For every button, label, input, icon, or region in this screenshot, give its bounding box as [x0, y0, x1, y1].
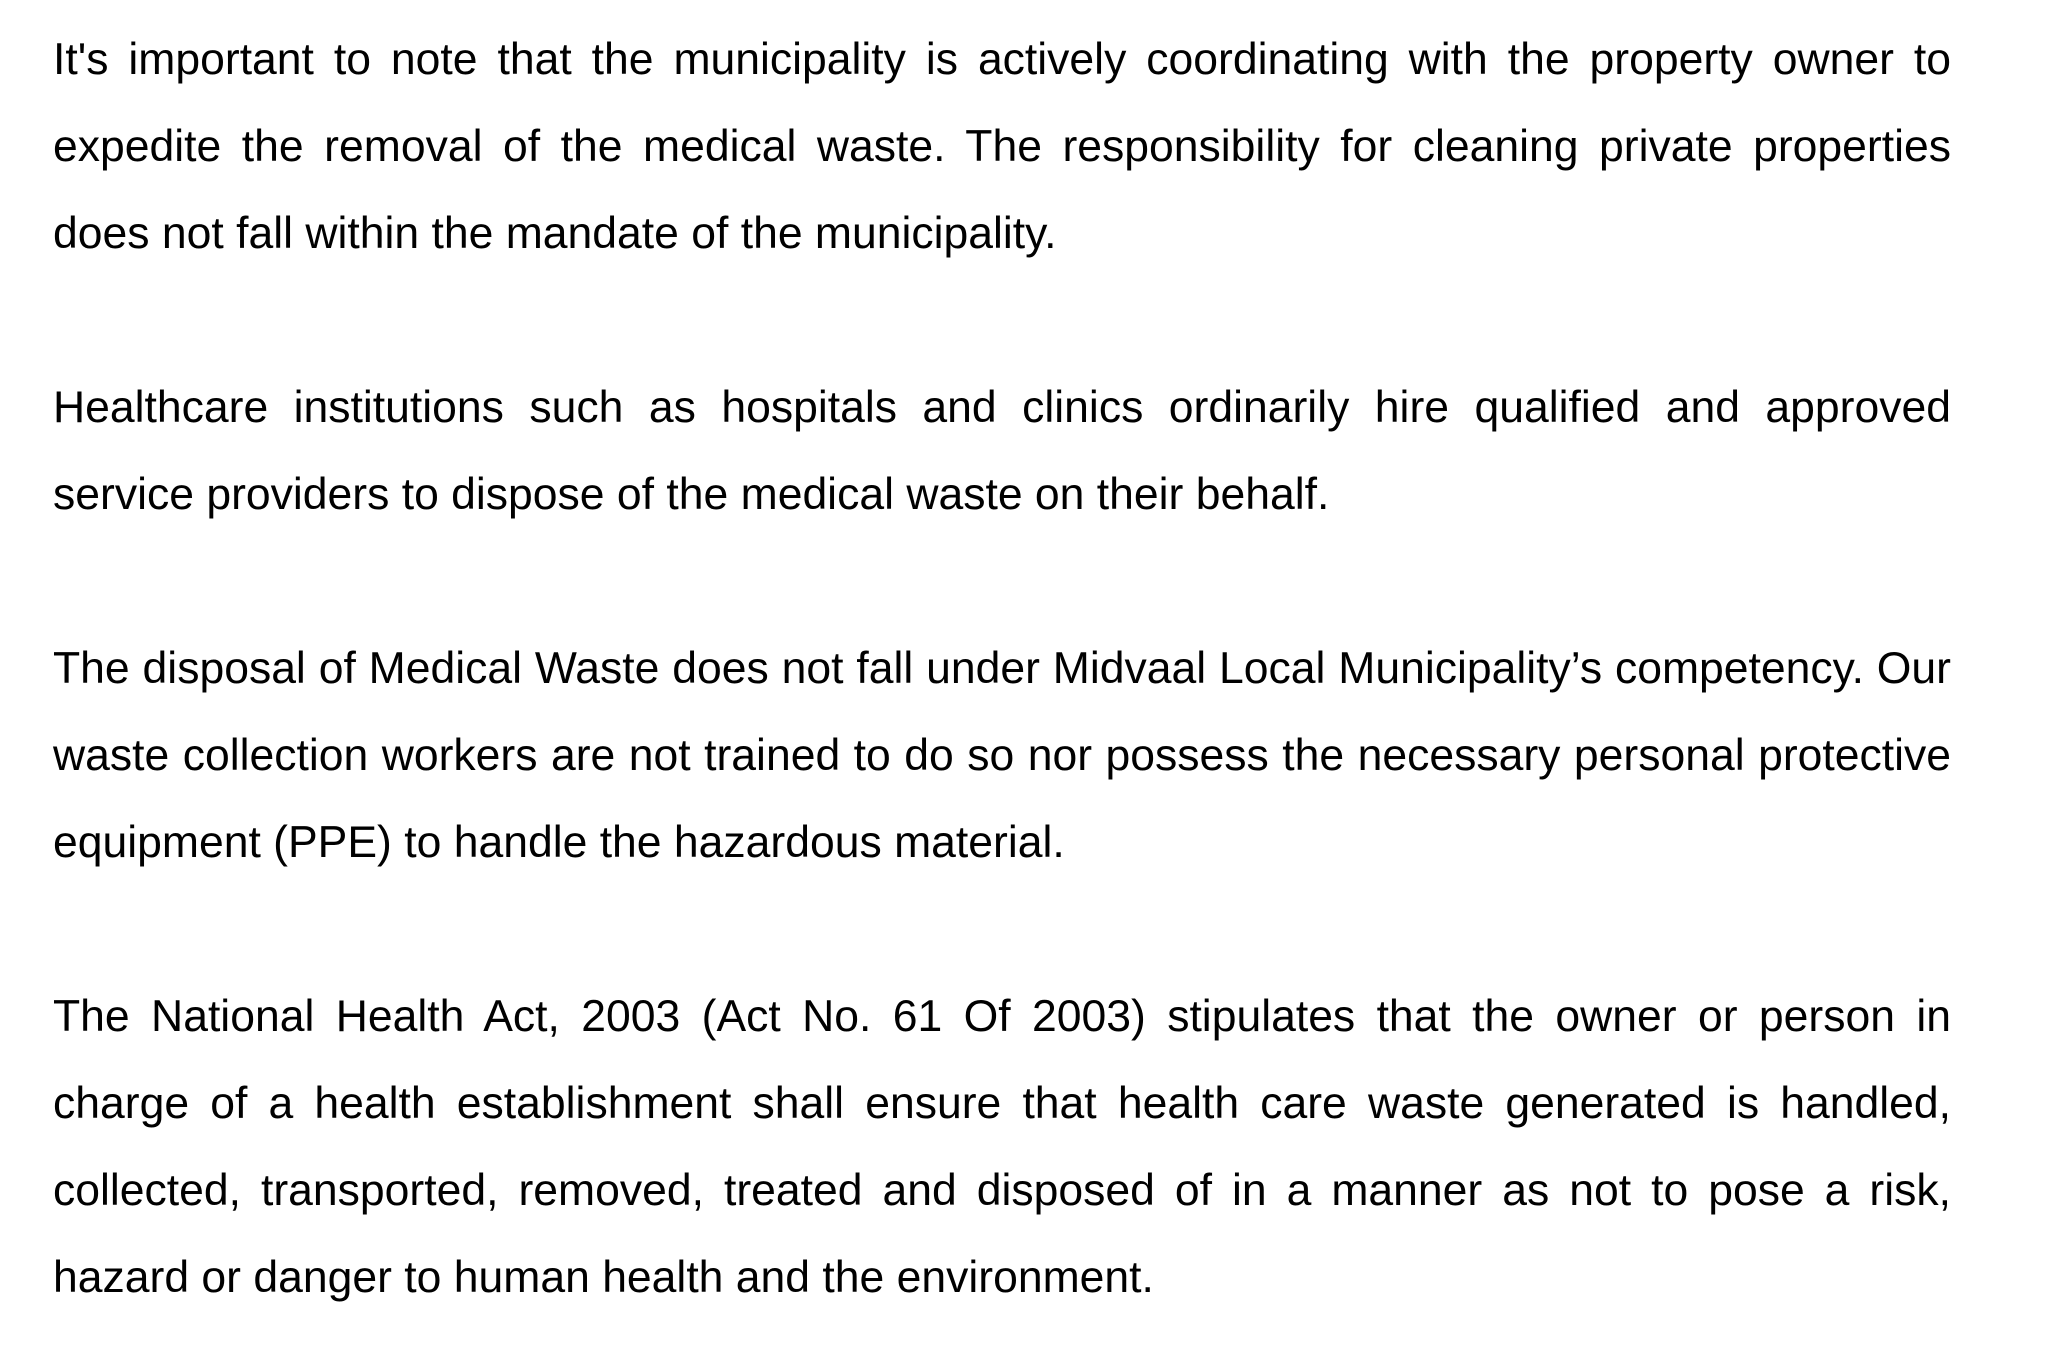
paragraph-medical-waste-competency: The disposal of Medical Waste does not fall under Midvaal Local Municipality’s competency. Our waste collection workers are not trained to do so nor possess the necessary personal protective equipment (PPE) to handle the hazardous material. — [53, 644, 1951, 867]
paragraph-healthcare-institutions: Healthcare institutions such as hospitals and clinics ordinarily hire qualified and approved service providers to dispose of the medical waste on their behalf. — [53, 383, 1951, 519]
paragraph-municipality-coordination: It's important to note that the municipality is actively coordinating with the property owner to expedite the removal of the medical waste. The responsibility for cleaning private properties does not fall within the mandate of the municipality. — [53, 35, 1951, 258]
paragraph-national-health-act: The National Health Act, 2003 (Act No. 61 Of 2003) stipulates that the owner or person in charge of a health establishment shall ensure that health care waste generated is handled, collected, transported, removed, treated and disposed of in a manner as not to pose a risk, hazard or danger to human health and the environment. — [53, 992, 1951, 1302]
document-page — [53, 16, 1951, 1321]
